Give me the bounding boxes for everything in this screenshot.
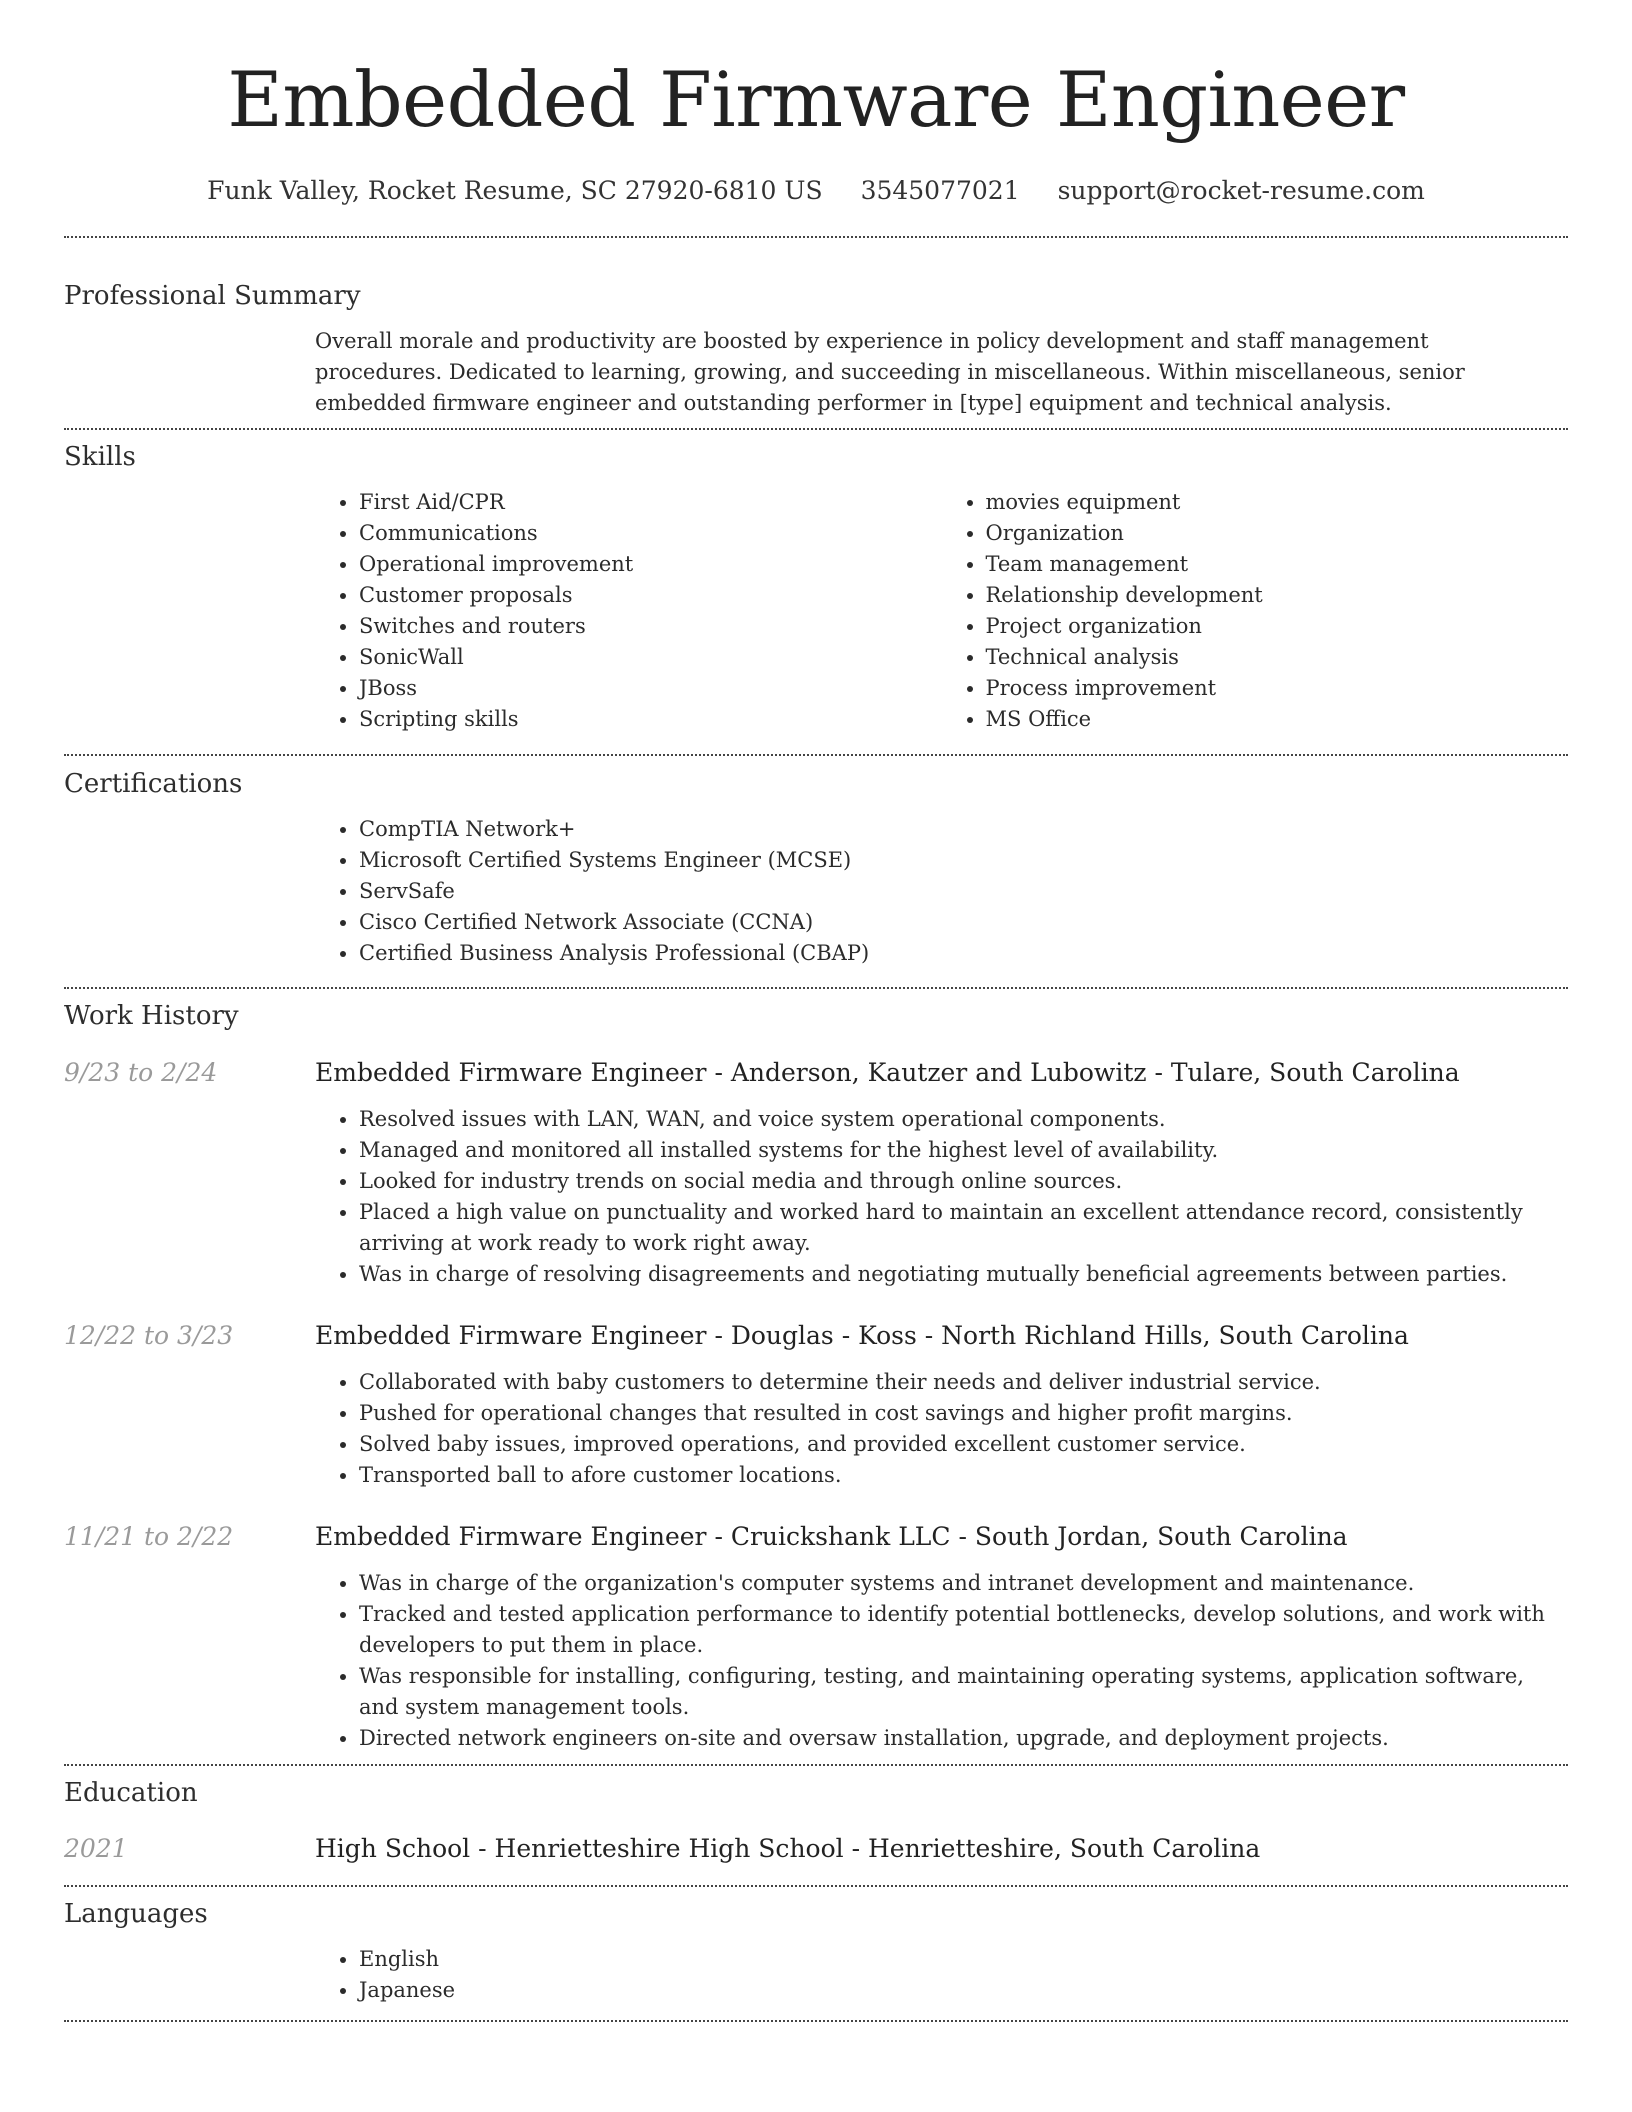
list-item: • Scripting skills (359, 704, 942, 735)
summary-section (64, 279, 1568, 419)
job-bullets (315, 1568, 1568, 1754)
list-item: • ServSafe (359, 876, 1568, 907)
summary-heading: Professional Summary (64, 281, 361, 311)
section-divider (64, 987, 1568, 989)
list-item: • Resolved issues with LAN, WAN, and voice system operational components. (359, 1104, 1568, 1135)
list-item: • English (359, 1944, 1568, 1975)
list-item: • Directed network engineers on-site and oversaw installation, upgrade, and deployment projects. (359, 1723, 1568, 1754)
list-item: • Organization (986, 518, 1569, 549)
list-item: • Customer proposals (359, 580, 942, 611)
list-item: • Tracked and tested application performance to identify potential bottlenecks, develop solutions, and work with developers to put them in place. (359, 1599, 1568, 1661)
certifications-content (315, 814, 1568, 969)
contact-email: support@rocket-resume.com (1057, 176, 1425, 205)
list-item: • Process improvement (986, 673, 1569, 704)
work-history-section (64, 999, 1568, 1754)
list-item: • Collaborated with baby customers to determine their needs and deliver industrial service. (359, 1367, 1568, 1398)
education-heading: Education (64, 1778, 198, 1808)
list-item: • SonicWall (359, 642, 942, 673)
languages-content (315, 1944, 1568, 2006)
job-bullet-list (315, 1568, 1568, 1754)
education-entry (64, 1832, 1568, 1866)
list-item: • Cisco Certified Network Associate (CCNA) (359, 907, 1568, 938)
section-divider (64, 1885, 1568, 1887)
list-item: • Placed a high value on punctuality and worked hard to maintain an excellent attendance record, consistently arriving at work ready to work right away. (359, 1197, 1568, 1259)
list-item: • Technical analysis (986, 642, 1569, 673)
job-bullets (315, 1367, 1568, 1491)
job-bullet-list (315, 1367, 1568, 1491)
list-item: • Relationship development (986, 580, 1569, 611)
job-entry (64, 1319, 1568, 1491)
summary-text: Overall morale and productivity are boosted by experience in policy development and staff management procedures. Dedicated to learning, growing, and succeeding in miscellaneous. Within miscellaneous, senior embedded firmware engineer and outstanding performer in [type] equipment and technical analysis. (315, 329, 1465, 415)
page-title: Embedded Firmware Engineer (227, 55, 1405, 144)
list-item: • Solved baby issues, improved operations, and provided excellent customer service. (359, 1429, 1568, 1460)
certifications-section (64, 767, 1568, 969)
list-item: • Transported ball to afore customer locations. (359, 1460, 1568, 1491)
job-heading: Embedded Firmware Engineer - Cruickshank LLC - South Jordan, South Carolina (315, 1522, 1348, 1551)
skills-section (64, 440, 1568, 735)
list-item: • Team management (986, 549, 1569, 580)
skills-columns (315, 487, 1568, 735)
contact-line (64, 174, 1568, 208)
job-entry (64, 1056, 1568, 1290)
list-item: • Pushed for operational changes that resulted in cost savings and higher profit margins. (359, 1398, 1568, 1429)
list-item: • Communications (359, 518, 942, 549)
list-item: • Was in charge of resolving disagreements and negotiating mutually beneficial agreements between parties. (359, 1259, 1568, 1290)
job-date: 9/23 to 2/24 (64, 1058, 218, 1087)
list-item: • Was in charge of the organization's computer systems and intranet development and maintenance. (359, 1568, 1568, 1599)
list-item: • CompTIA Network+ (359, 814, 1568, 845)
languages-heading: Languages (64, 1899, 208, 1929)
list-item: • Japanese (359, 1975, 1568, 2006)
resume-page (64, 0, 1568, 2022)
job-bullet-list (315, 1104, 1568, 1290)
list-item: • Switches and routers (359, 611, 942, 642)
job-date: 11/21 to 2/22 (64, 1522, 234, 1551)
job-date: 12/22 to 3/23 (64, 1321, 234, 1350)
list-item: • movies equipment (986, 487, 1569, 518)
list-item: • Microsoft Certified Systems Engineer (MCSE) (359, 845, 1568, 876)
section-divider (64, 2020, 1568, 2022)
list-item: • MS Office (986, 704, 1569, 735)
list-item: • Managed and monitored all installed systems for the highest level of availability. (359, 1135, 1568, 1166)
languages-section (64, 1897, 1568, 2006)
list-item: • JBoss (359, 673, 942, 704)
education-heading-line: High School - Henrietteshire High School - Henrietteshire, South Carolina (315, 1834, 1261, 1863)
section-divider (64, 236, 1568, 238)
certifications-heading: Certifications (64, 769, 243, 799)
list-item: • Was responsible for installing, configuring, testing, and maintaining operating systems, application software, and system management tools. (359, 1661, 1568, 1723)
skills-list-left (315, 487, 942, 735)
list-item: • First Aid/CPR (359, 487, 942, 518)
section-divider (64, 428, 1568, 430)
languages-list (315, 1944, 1568, 2006)
skills-heading: Skills (64, 442, 136, 472)
list-item: • Project organization (986, 611, 1569, 642)
list-item: • Certified Business Analysis Professional (CBAP) (359, 938, 1568, 969)
list-item: • Looked for industry trends on social media and through online sources. (359, 1166, 1568, 1197)
job-heading: Embedded Firmware Engineer - Douglas - Koss - North Richland Hills, South Carolina (315, 1321, 1409, 1350)
contact-phone: 3545077021 (860, 176, 1020, 205)
skills-list-right (942, 487, 1569, 735)
work-history-heading: Work History (64, 1001, 239, 1031)
contact-address: Funk Valley, Rocket Resume, SC 27920-6810 US (207, 176, 823, 205)
job-bullets (315, 1104, 1568, 1290)
certifications-list (315, 814, 1568, 969)
education-section (64, 1776, 1568, 1866)
job-entry (64, 1520, 1568, 1754)
list-item: • Operational improvement (359, 549, 942, 580)
section-divider (64, 754, 1568, 756)
section-divider (64, 1764, 1568, 1766)
education-date: 2021 (64, 1834, 128, 1863)
job-heading: Embedded Firmware Engineer - Anderson, Kautzer and Lubowitz - Tulare, South Carolina (315, 1058, 1460, 1087)
